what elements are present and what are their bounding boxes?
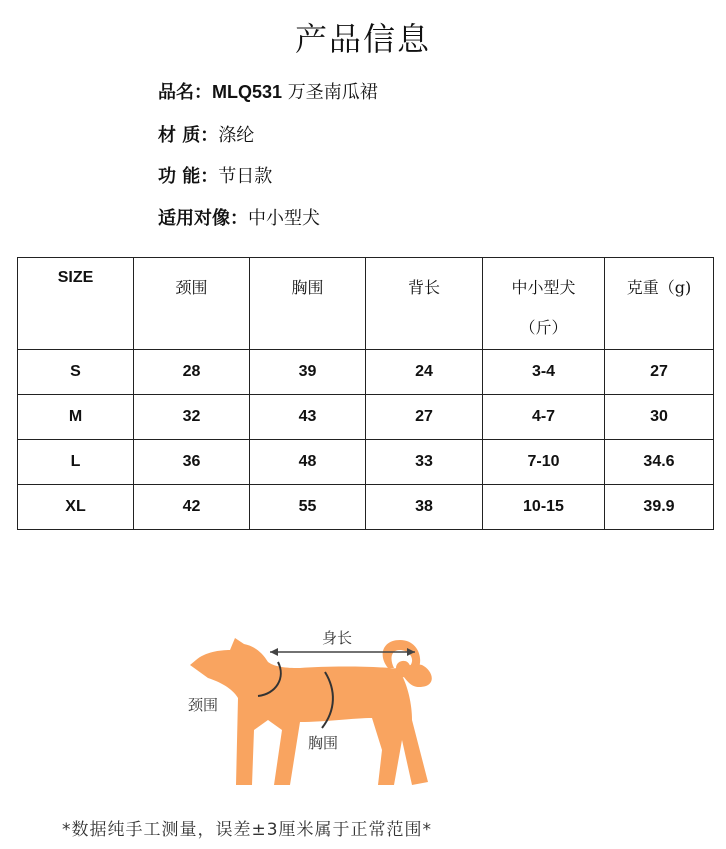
header-weight: 克重（g) bbox=[605, 258, 714, 350]
table-cell: S bbox=[18, 350, 134, 395]
table-cell: 39 bbox=[250, 350, 366, 395]
table-cell: 7-10 bbox=[483, 440, 605, 485]
info-value: 涤纶 bbox=[218, 125, 255, 146]
header-dog-weight-unit: （斤） bbox=[519, 318, 568, 337]
page-title: 产品信息 bbox=[294, 20, 431, 58]
table-cell: 4-7 bbox=[483, 395, 605, 440]
table-cell: 24 bbox=[366, 350, 483, 395]
table-row bbox=[18, 395, 714, 440]
table-cell: 55 bbox=[250, 485, 366, 530]
info-key: 功 能： bbox=[158, 166, 219, 187]
info-model: MLQ531 bbox=[212, 82, 283, 102]
measurement-note: *数据纯手工测量，误差±3厘米属于正常范围* bbox=[62, 820, 433, 840]
info-product-name bbox=[158, 78, 378, 104]
dog-silhouette bbox=[190, 638, 432, 785]
info-key: 材 质： bbox=[158, 125, 219, 146]
info-value: 万圣南瓜裙 bbox=[282, 82, 378, 103]
table-cell: 34.6 bbox=[605, 440, 714, 485]
header-size: SIZE bbox=[18, 258, 134, 350]
info-value: 节日款 bbox=[218, 166, 273, 187]
neck-label: 颈围 bbox=[188, 696, 219, 714]
info-value: 中小型犬 bbox=[248, 208, 320, 229]
table-row bbox=[18, 440, 714, 485]
info-function bbox=[158, 162, 272, 188]
header-chest: 胸围 bbox=[250, 258, 366, 350]
table-cell: 10-15 bbox=[483, 485, 605, 530]
table-cell: 32 bbox=[134, 395, 250, 440]
header-dog-weight-label: 中小型犬 bbox=[511, 278, 576, 297]
info-suitable bbox=[158, 204, 320, 230]
header-neck: 颈围 bbox=[134, 258, 250, 350]
table-cell: 33 bbox=[366, 440, 483, 485]
table-cell: 39.9 bbox=[605, 485, 714, 530]
table-cell: 30 bbox=[605, 395, 714, 440]
table-cell: 27 bbox=[605, 350, 714, 395]
arrow-head-left-icon bbox=[270, 648, 278, 656]
chest-label: 胸围 bbox=[308, 734, 339, 752]
table-cell: M bbox=[18, 395, 134, 440]
header-back: 背长 bbox=[366, 258, 483, 350]
table-cell: 48 bbox=[250, 440, 366, 485]
table-cell: 42 bbox=[134, 485, 250, 530]
dog-measurement-diagram bbox=[150, 610, 450, 800]
info-key: 品名： bbox=[158, 82, 212, 103]
table-row bbox=[18, 485, 714, 530]
table-cell: XL bbox=[18, 485, 134, 530]
body-length-label: 身长 bbox=[322, 629, 353, 647]
table-cell: 28 bbox=[134, 350, 250, 395]
table-cell: 38 bbox=[366, 485, 483, 530]
table-cell: L bbox=[18, 440, 134, 485]
header-dog-weight bbox=[483, 258, 605, 350]
table-cell: 43 bbox=[250, 395, 366, 440]
table-cell: 27 bbox=[366, 395, 483, 440]
info-key: 适用对像： bbox=[158, 208, 248, 229]
size-table bbox=[17, 257, 714, 530]
info-material bbox=[158, 121, 254, 147]
table-cell: 3-4 bbox=[483, 350, 605, 395]
table-row bbox=[18, 350, 714, 395]
table-cell: 36 bbox=[134, 440, 250, 485]
table-header-row bbox=[18, 258, 714, 350]
